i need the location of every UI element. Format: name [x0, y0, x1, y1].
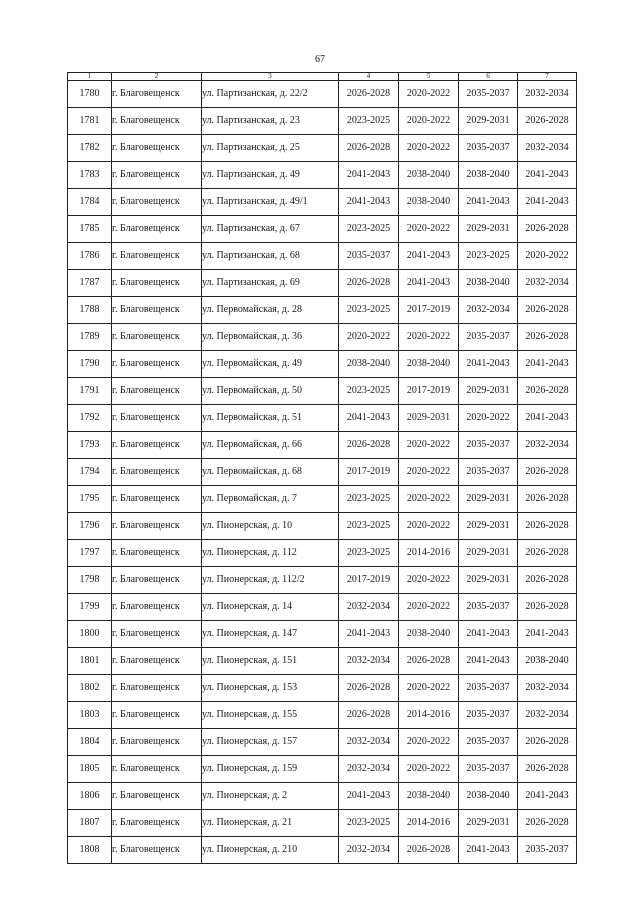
table-row [68, 108, 577, 135]
period-cell: 2023-2025 [339, 810, 399, 837]
address-cell: ул. Первомайская, д. 68 [202, 459, 339, 486]
table-row [68, 189, 577, 216]
row-number: 1787 [68, 270, 112, 297]
city-cell: г. Благовещенск [112, 351, 202, 378]
row-number: 1797 [68, 540, 112, 567]
row-number: 1782 [68, 135, 112, 162]
period-cell: 2020-2022 [399, 324, 459, 351]
period-cell: 2035-2037 [459, 756, 518, 783]
column-number: 6 [459, 73, 518, 81]
city-cell: г. Благовещенск [112, 540, 202, 567]
table-row [68, 351, 577, 378]
period-cell: 2032-2034 [339, 756, 399, 783]
period-cell: 2035-2037 [339, 243, 399, 270]
period-cell: 2032-2034 [339, 729, 399, 756]
row-number: 1792 [68, 405, 112, 432]
period-cell: 2041-2043 [518, 351, 577, 378]
city-cell: г. Благовещенск [112, 837, 202, 864]
period-cell: 2035-2037 [518, 837, 577, 864]
period-cell: 2041-2043 [459, 621, 518, 648]
period-cell: 2026-2028 [518, 486, 577, 513]
period-cell: 2020-2022 [459, 405, 518, 432]
address-cell: ул. Первомайская, д. 50 [202, 378, 339, 405]
table-row [68, 81, 577, 108]
period-cell: 2020-2022 [399, 594, 459, 621]
address-cell: ул. Пионерская, д. 147 [202, 621, 339, 648]
period-cell: 2032-2034 [518, 270, 577, 297]
column-number-row [68, 73, 577, 81]
column-number: 1 [68, 73, 112, 81]
period-cell: 2014-2016 [399, 810, 459, 837]
period-cell: 2023-2025 [339, 108, 399, 135]
period-cell: 2038-2040 [459, 783, 518, 810]
row-number: 1784 [68, 189, 112, 216]
period-cell: 2041-2043 [459, 351, 518, 378]
period-cell: 2032-2034 [339, 648, 399, 675]
period-cell: 2026-2028 [518, 297, 577, 324]
period-cell: 2020-2022 [399, 459, 459, 486]
column-number: 4 [339, 73, 399, 81]
period-cell: 2020-2022 [399, 513, 459, 540]
table-row [68, 783, 577, 810]
period-cell: 2014-2016 [399, 702, 459, 729]
city-cell: г. Благовещенск [112, 594, 202, 621]
address-cell: ул. Первомайская, д. 7 [202, 486, 339, 513]
row-number: 1798 [68, 567, 112, 594]
period-cell: 2032-2034 [518, 81, 577, 108]
city-cell: г. Благовещенск [112, 621, 202, 648]
address-cell: ул. Первомайская, д. 51 [202, 405, 339, 432]
address-cell: ул. Пионерская, д. 21 [202, 810, 339, 837]
period-cell: 2032-2034 [518, 675, 577, 702]
period-cell: 2041-2043 [399, 270, 459, 297]
period-cell: 2032-2034 [339, 837, 399, 864]
period-cell: 2026-2028 [518, 810, 577, 837]
period-cell: 2026-2028 [518, 540, 577, 567]
table-row [68, 270, 577, 297]
period-cell: 2023-2025 [339, 513, 399, 540]
period-cell: 2029-2031 [399, 405, 459, 432]
table-row [68, 459, 577, 486]
table-row [68, 135, 577, 162]
table-row [68, 675, 577, 702]
address-cell: ул. Пионерская, д. 2 [202, 783, 339, 810]
period-cell: 2032-2034 [459, 297, 518, 324]
period-cell: 2020-2022 [518, 243, 577, 270]
city-cell: г. Благовещенск [112, 270, 202, 297]
row-number: 1802 [68, 675, 112, 702]
address-cell: ул. Партизанская, д. 68 [202, 243, 339, 270]
period-cell: 2017-2019 [399, 297, 459, 324]
city-cell: г. Благовещенск [112, 135, 202, 162]
table-row [68, 567, 577, 594]
address-cell: ул. Пионерская, д. 10 [202, 513, 339, 540]
address-cell: ул. Партизанская, д. 49 [202, 162, 339, 189]
address-cell: ул. Пионерская, д. 155 [202, 702, 339, 729]
period-cell: 2026-2028 [518, 756, 577, 783]
period-cell: 2041-2043 [518, 405, 577, 432]
period-cell: 2041-2043 [518, 621, 577, 648]
period-cell: 2026-2028 [518, 108, 577, 135]
row-number: 1805 [68, 756, 112, 783]
period-cell: 2032-2034 [518, 432, 577, 459]
address-cell: ул. Партизанская, д. 25 [202, 135, 339, 162]
row-number: 1789 [68, 324, 112, 351]
address-cell: ул. Пионерская, д. 157 [202, 729, 339, 756]
address-cell: ул. Пионерская, д. 159 [202, 756, 339, 783]
city-cell: г. Благовещенск [112, 432, 202, 459]
period-cell: 2041-2043 [339, 621, 399, 648]
period-cell: 2023-2025 [339, 216, 399, 243]
period-cell: 2035-2037 [459, 81, 518, 108]
row-number: 1788 [68, 297, 112, 324]
period-cell: 2038-2040 [459, 162, 518, 189]
row-number: 1807 [68, 810, 112, 837]
period-cell: 2041-2043 [339, 783, 399, 810]
address-cell: ул. Первомайская, д. 28 [202, 297, 339, 324]
period-cell: 2041-2043 [339, 405, 399, 432]
row-number: 1791 [68, 378, 112, 405]
city-cell: г. Благовещенск [112, 297, 202, 324]
period-cell: 2020-2022 [399, 81, 459, 108]
period-cell: 2020-2022 [399, 216, 459, 243]
period-cell: 2020-2022 [399, 108, 459, 135]
city-cell: г. Благовещенск [112, 405, 202, 432]
address-cell: ул. Пионерская, д. 153 [202, 675, 339, 702]
period-cell: 2038-2040 [459, 270, 518, 297]
period-cell: 2038-2040 [518, 648, 577, 675]
period-cell: 2017-2019 [339, 459, 399, 486]
address-cell: ул. Партизанская, д. 67 [202, 216, 339, 243]
period-cell: 2020-2022 [399, 486, 459, 513]
page-number: 67 [315, 54, 325, 65]
period-cell: 2020-2022 [399, 729, 459, 756]
period-cell: 2017-2019 [339, 567, 399, 594]
period-cell: 2026-2028 [518, 594, 577, 621]
period-cell: 2026-2028 [518, 324, 577, 351]
table-row [68, 756, 577, 783]
period-cell: 2035-2037 [459, 594, 518, 621]
period-cell: 2029-2031 [459, 216, 518, 243]
row-number: 1790 [68, 351, 112, 378]
address-cell: ул. Пионерская, д. 14 [202, 594, 339, 621]
address-cell: ул. Партизанская, д. 22/2 [202, 81, 339, 108]
period-cell: 2026-2028 [518, 567, 577, 594]
column-number: 3 [202, 73, 339, 81]
column-number: 5 [399, 73, 459, 81]
city-cell: г. Благовещенск [112, 702, 202, 729]
period-cell: 2026-2028 [339, 702, 399, 729]
period-cell: 2035-2037 [459, 702, 518, 729]
row-number: 1795 [68, 486, 112, 513]
row-number: 1799 [68, 594, 112, 621]
period-cell: 2032-2034 [518, 135, 577, 162]
period-cell: 2029-2031 [459, 540, 518, 567]
city-cell: г. Благовещенск [112, 162, 202, 189]
table-row [68, 837, 577, 864]
period-cell: 2038-2040 [399, 783, 459, 810]
row-number: 1786 [68, 243, 112, 270]
period-cell: 2032-2034 [339, 594, 399, 621]
table-row [68, 702, 577, 729]
row-number: 1794 [68, 459, 112, 486]
period-cell: 2026-2028 [339, 432, 399, 459]
period-cell: 2035-2037 [459, 459, 518, 486]
city-cell: г. Благовещенск [112, 648, 202, 675]
table-row [68, 243, 577, 270]
city-cell: г. Благовещенск [112, 486, 202, 513]
table-row [68, 540, 577, 567]
table-row [68, 432, 577, 459]
period-cell: 2035-2037 [459, 729, 518, 756]
period-cell: 2038-2040 [399, 621, 459, 648]
table-row [68, 513, 577, 540]
period-cell: 2041-2043 [459, 648, 518, 675]
city-cell: г. Благовещенск [112, 189, 202, 216]
city-cell: г. Благовещенск [112, 567, 202, 594]
city-cell: г. Благовещенск [112, 513, 202, 540]
row-number: 1806 [68, 783, 112, 810]
period-cell: 2041-2043 [518, 783, 577, 810]
row-number: 1783 [68, 162, 112, 189]
period-cell: 2029-2031 [459, 567, 518, 594]
city-cell: г. Благовещенск [112, 108, 202, 135]
table-row [68, 324, 577, 351]
row-number: 1785 [68, 216, 112, 243]
row-number: 1780 [68, 81, 112, 108]
address-cell: ул. Первомайская, д. 66 [202, 432, 339, 459]
city-cell: г. Благовещенск [112, 756, 202, 783]
table-row [68, 621, 577, 648]
city-cell: г. Благовещенск [112, 243, 202, 270]
period-cell: 2038-2040 [399, 189, 459, 216]
period-cell: 2038-2040 [339, 351, 399, 378]
period-cell: 2041-2043 [518, 162, 577, 189]
table-row [68, 216, 577, 243]
housing-register-table [67, 72, 577, 864]
city-cell: г. Благовещенск [112, 216, 202, 243]
table-row [68, 486, 577, 513]
row-number: 1808 [68, 837, 112, 864]
period-cell: 2023-2025 [339, 540, 399, 567]
period-cell: 2026-2028 [339, 135, 399, 162]
table-row [68, 162, 577, 189]
period-cell: 2029-2031 [459, 378, 518, 405]
period-cell: 2020-2022 [399, 675, 459, 702]
table-row [68, 729, 577, 756]
period-cell: 2026-2028 [518, 513, 577, 540]
table-body [68, 81, 577, 864]
period-cell: 2023-2025 [459, 243, 518, 270]
period-cell: 2020-2022 [399, 432, 459, 459]
address-cell: ул. Партизанская, д. 69 [202, 270, 339, 297]
period-cell: 2026-2028 [518, 459, 577, 486]
period-cell: 2026-2028 [339, 81, 399, 108]
period-cell: 2026-2028 [518, 378, 577, 405]
city-cell: г. Благовещенск [112, 378, 202, 405]
row-number: 1804 [68, 729, 112, 756]
column-number: 7 [518, 73, 577, 81]
address-cell: ул. Первомайская, д. 49 [202, 351, 339, 378]
column-number: 2 [112, 73, 202, 81]
period-cell: 2020-2022 [399, 756, 459, 783]
city-cell: г. Благовещенск [112, 783, 202, 810]
address-cell: ул. Пионерская, д. 112 [202, 540, 339, 567]
period-cell: 2035-2037 [459, 432, 518, 459]
address-cell: ул. Первомайская, д. 36 [202, 324, 339, 351]
period-cell: 2032-2034 [518, 702, 577, 729]
period-cell: 2041-2043 [459, 189, 518, 216]
city-cell: г. Благовещенск [112, 810, 202, 837]
city-cell: г. Благовещенск [112, 81, 202, 108]
period-cell: 2029-2031 [459, 810, 518, 837]
city-cell: г. Благовещенск [112, 729, 202, 756]
period-cell: 2035-2037 [459, 675, 518, 702]
table-row [68, 405, 577, 432]
period-cell: 2038-2040 [399, 162, 459, 189]
table-row [68, 810, 577, 837]
city-cell: г. Благовещенск [112, 459, 202, 486]
address-cell: ул. Пионерская, д. 112/2 [202, 567, 339, 594]
table-row [68, 594, 577, 621]
period-cell: 2035-2037 [459, 324, 518, 351]
row-number: 1781 [68, 108, 112, 135]
period-cell: 2020-2022 [339, 324, 399, 351]
address-cell: ул. Партизанская, д. 49/1 [202, 189, 339, 216]
period-cell: 2023-2025 [339, 486, 399, 513]
period-cell: 2035-2037 [459, 135, 518, 162]
period-cell: 2026-2028 [399, 837, 459, 864]
period-cell: 2041-2043 [339, 162, 399, 189]
period-cell: 2038-2040 [399, 351, 459, 378]
address-cell: ул. Пионерская, д. 151 [202, 648, 339, 675]
period-cell: 2041-2043 [459, 837, 518, 864]
row-number: 1801 [68, 648, 112, 675]
table-row [68, 297, 577, 324]
period-cell: 2026-2028 [518, 216, 577, 243]
table-row [68, 648, 577, 675]
period-cell: 2029-2031 [459, 108, 518, 135]
period-cell: 2026-2028 [339, 675, 399, 702]
period-cell: 2026-2028 [399, 648, 459, 675]
city-cell: г. Благовещенск [112, 324, 202, 351]
period-cell: 2014-2016 [399, 540, 459, 567]
period-cell: 2026-2028 [518, 729, 577, 756]
row-number: 1803 [68, 702, 112, 729]
period-cell: 2020-2022 [399, 567, 459, 594]
period-cell: 2023-2025 [339, 378, 399, 405]
table-row [68, 378, 577, 405]
period-cell: 2041-2043 [339, 189, 399, 216]
address-cell: ул. Пионерская, д. 210 [202, 837, 339, 864]
period-cell: 2017-2019 [399, 378, 459, 405]
period-cell: 2023-2025 [339, 297, 399, 324]
period-cell: 2041-2043 [518, 189, 577, 216]
period-cell: 2020-2022 [399, 135, 459, 162]
row-number: 1796 [68, 513, 112, 540]
period-cell: 2041-2043 [399, 243, 459, 270]
row-number: 1793 [68, 432, 112, 459]
period-cell: 2029-2031 [459, 513, 518, 540]
period-cell: 2029-2031 [459, 486, 518, 513]
period-cell: 2026-2028 [339, 270, 399, 297]
row-number: 1800 [68, 621, 112, 648]
city-cell: г. Благовещенск [112, 675, 202, 702]
address-cell: ул. Партизанская, д. 23 [202, 108, 339, 135]
